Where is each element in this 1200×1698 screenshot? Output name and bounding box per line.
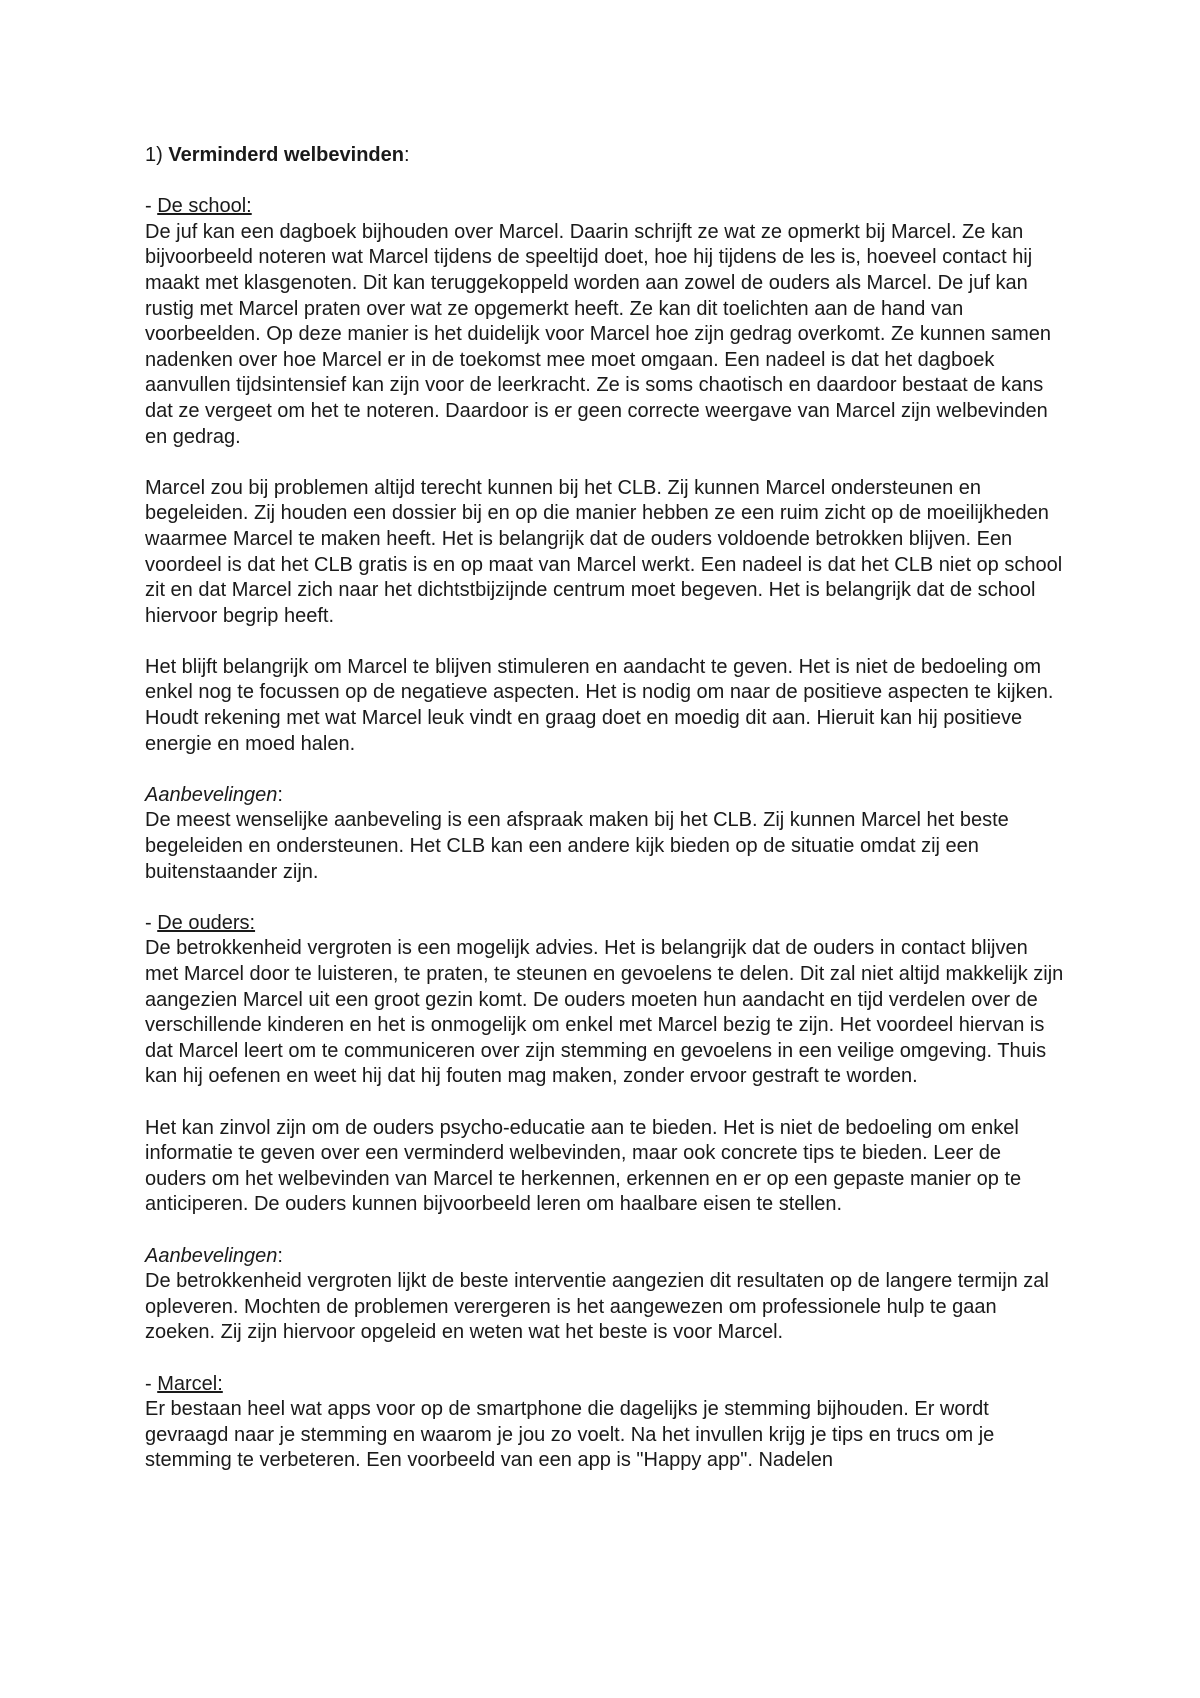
subheading-parents-label: De ouders: [157,911,256,934]
spacer [145,450,1065,476]
document-page [145,143,1065,1474]
school-recommendations-text: De meest wenselijke aanbeveling is een afspraak maken bij het CLB. Zij kunnen Marcel het beste begeleiden en ondersteunen. Het CLB kan een andere kijk bieden op de situatie omdat zij een buitenstaander zijn. [145,809,1009,883]
spacer [145,1218,1065,1244]
section-heading: 1) Verminderd welbevinden: [145,144,410,166]
heading-title: Verminderd welbevinden [168,144,404,166]
subheading-marcel: - Marcel: [145,1372,223,1395]
school-paragraph-1: De juf kan een dagboek bijhouden over Marcel. Daarin schrijft ze wat ze opmerkt bij Marcel. Ze kan bijvoorbeeld noteren wat Marcel tijdens de speeltijd doet, hoe hij tijdens de les is, hoeveel contact hij maakt met klasgenoten. Dit kan teruggekoppeld worden aan zowel de ouders als Marcel. De juf kan rustig met Marcel praten over wat ze opgemerkt heeft. Ze kan dit toelichten aan de hand van voorbeelden. Op deze manier is het duidelijk voor Marcel hoe zijn gedrag overkomt. Ze kunnen samen nadenken over hoe Marcel er in de toekomst mee moet omgaan. Een nadeel is dat het dagboek aanvullen tijdsintensief kan zijn voor de leerkracht. Ze is soms chaotisch en daardoor bestaat de kans dat ze vergeet om het te noteren. Daardoor is er geen correcte weergave van Marcel zijn welbevinden en gedrag. [145,220,1052,448]
spacer [145,885,1065,911]
spacer [145,629,1065,655]
marcel-paragraph-1: Er bestaan heel wat apps voor op de smartphone die dagelijks je stemming bijhouden. Er wordt gevraagd naar je stemming en waarom je jou zo voelt. Na het invullen krijg je tips en trucs om je stemming te verbeteren. Een voorbeeld van een app is "Happy app". Nadelen [145,1398,995,1472]
subheading-marcel-label: Marcel: [157,1372,223,1395]
spacer [145,757,1065,783]
parents-recommendations-heading: Aanbevelingen: [145,1244,283,1267]
subheading-school-label: De school: [157,195,252,218]
parents-recommendations-text: De betrokkenheid vergroten lijkt de beste interventie aangezien dit resultaten op de langere termijn zal opleveren. Mochten de problemen verergeren is het aangewezen om professionele hulp te gaan zoeken. Zij zijn hiervoor opgeleid en weten wat het beste is voor Marcel. [145,1270,1049,1344]
school-paragraph-3: Het blijft belangrijk om Marcel te blijven stimuleren en aandacht te geven. Het is niet de bedoeling om enkel nog te focussen op de negatieve aspecten. Het is nodig om naar de positieve aspecten te kijken. Houdt rekening met wat Marcel leuk vindt en graag doet en moedig dit aan. Hieruit kan hij positieve energie en moed halen. [145,655,1054,755]
spacer [145,1090,1065,1116]
spacer [145,169,1065,195]
spacer [145,1346,1065,1372]
parents-paragraph-1: De betrokkenheid vergroten is een mogelijk advies. Het is belangrijk dat de ouders in contact blijven met Marcel door te luisteren, te praten, te steunen en gevoelens te delen. Dit zal niet altijd makkelijk zijn aangezien Marcel uit een groot gezin komt. De ouders moeten hun aandacht en tijd verdelen over de verschillende kinderen en het is onmogelijk om enkel met Marcel bezig te zijn. Het voordeel hiervan is dat Marcel leert om te communiceren over zijn stemming en gevoelens in een veilige omgeving. Thuis kan hij oefenen en weet hij dat hij fouten mag maken, zonder ervoor gestraft te worden. [145,937,1064,1088]
school-paragraph-2: Marcel zou bij problemen altijd terecht kunnen bij het CLB. Zij kunnen Marcel ondersteunen en begeleiden. Zij houden een dossier bij en op die manier hebben ze een ruim zicht op de moeilijkheden waarmee Marcel te maken heeft. Het is belangrijk dat de ouders voldoende betrokken blijven. Een voordeel is dat het CLB gratis is en op maat van Marcel werkt. Een nadeel is dat het CLB niet op school zit en dat Marcel zich naar het dichtstbijzijnde centrum moet begeven. Het is belangrijk dat de school hiervoor begrip heeft. [145,476,1063,627]
subheading-parents: - De ouders: [145,911,256,934]
subheading-school: - De school: [145,195,252,218]
school-recommendations-heading: Aanbevelingen: [145,783,283,806]
parents-paragraph-2: Het kan zinvol zijn om de ouders psycho-educatie aan te bieden. Het is niet de bedoeling om enkel informatie te geven over een verminderd welbevinden, maar ook concrete tips te bieden. Leer de ouders om het welbevinden van Marcel te herkennen, erkennen en er op een gepaste manier op te anticiperen. De ouders kunnen bijvoorbeeld leren om haalbare eisen te stellen. [145,1116,1022,1216]
